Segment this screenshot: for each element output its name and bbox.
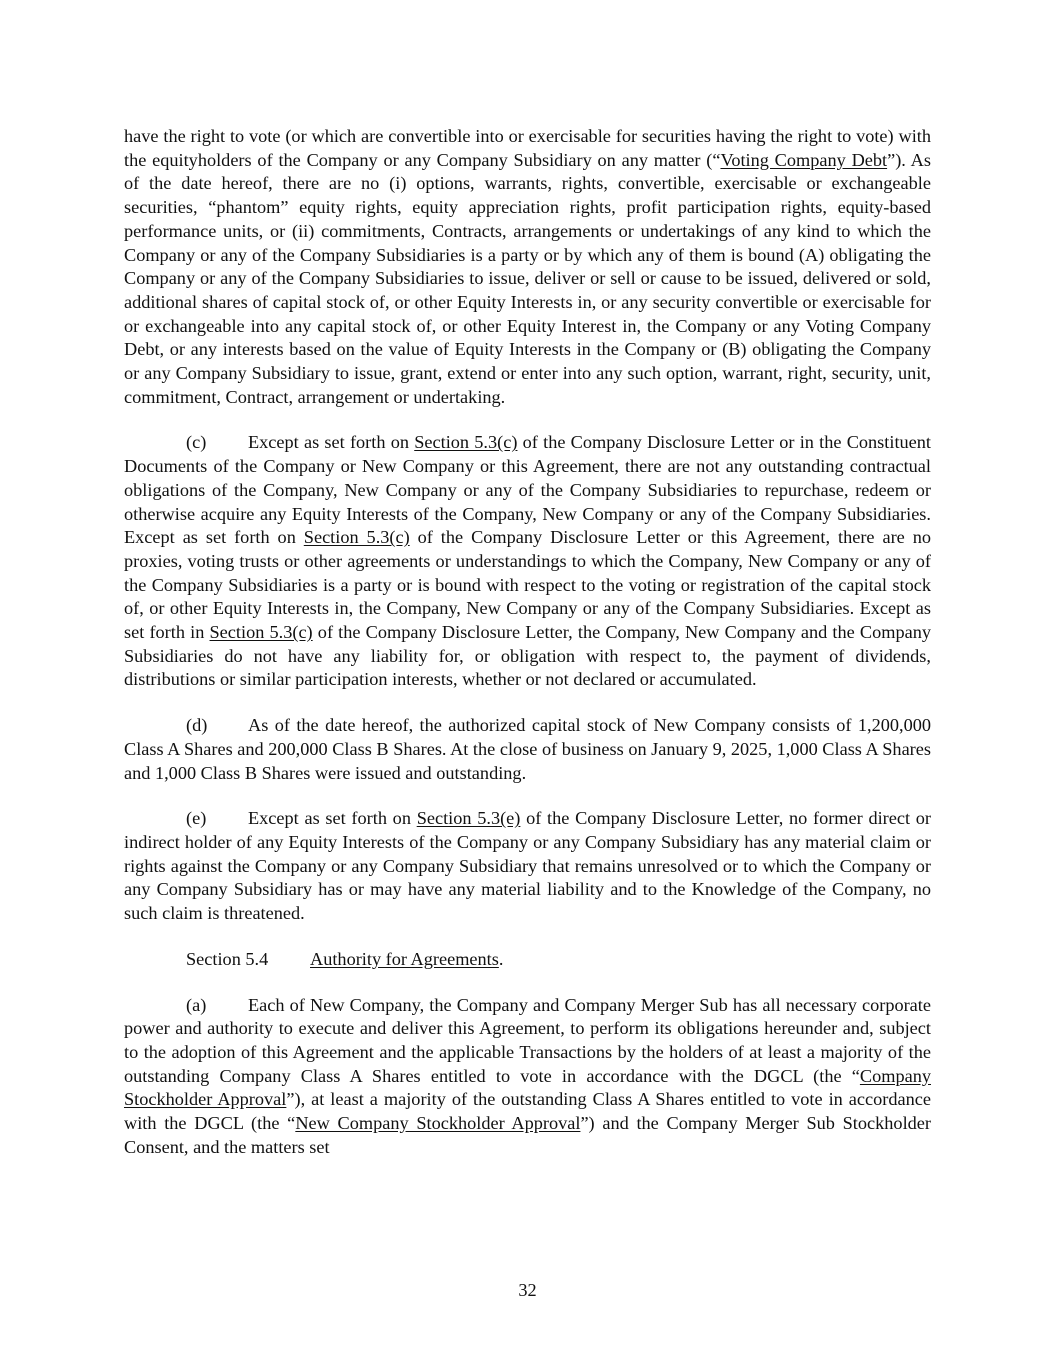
section-title: Authority for Agreements	[310, 948, 499, 969]
section-reference: Section 5.3(e)	[416, 808, 521, 829]
paragraph-c	[124, 431, 931, 692]
paragraph-e	[124, 807, 931, 926]
section-reference: Section 5.3(c)	[209, 622, 313, 643]
section-heading	[124, 948, 931, 972]
paragraph-d	[124, 714, 931, 785]
defined-term-new-company-stockholder-approval: New Company Stockholder Approval	[295, 1113, 581, 1134]
text-run: of the Company Disclosure Letter, no former direct or indirect holder of any Equity Interests of the Company or any Company Subsidiary has any material claim or rights against the Company or any Company Subsidiary that remains unresolved or to which the Company or any Company Subsidiary has or may have any material liability and to the Knowledge of the Company, no such claim is threatened.	[124, 808, 931, 924]
paragraph-a	[124, 994, 931, 1160]
text-run: Except as set forth on	[248, 808, 417, 829]
clause-label-a: (a)	[186, 994, 207, 1015]
text-run: of the Company Disclosure Letter or in the Constituent Documents of the Company or New Company or this Agreement, there are not any outstanding contractual obligations of the Company, New Company or any of the Company Subsidiaries to repurchase, redeem or otherwise acquire any Equity Interests of the Company, New Company or any of the Company Subsidiaries. Except as set forth on	[124, 432, 932, 548]
paragraph-continued	[124, 125, 931, 409]
text-run: Each of New Company, the Company and Company Merger Sub has all necessary corporate power and authority to execute and deliver this Agreement, to perform its obligations hereunder and, subject to the adoption of this Agreement and the applicable Transactions by the holders of at least a majority of the outstanding Company Class A Shares entitled to vote in accordance with the DGCL (the “	[124, 994, 931, 1086]
clause-label-e: (e)	[186, 808, 207, 829]
text-run: ”), at least a majority of the outstanding Class A Shares entitled to vote in accordance with the DGCL (the “	[124, 1089, 932, 1134]
section-title-period: .	[498, 948, 504, 969]
clause-label-c: (c)	[186, 432, 207, 453]
section-reference: Section 5.3(c)	[303, 527, 410, 548]
text-run: have the right to vote (or which are convertible into or exercisable for securities having the right to vote) with the equityholders of the Company or any Company Subsidiary on any matter (“	[124, 126, 931, 170]
defined-term-company-stockholder-approval: Company Stockholder Approval	[124, 1065, 931, 1110]
clause-label-d: (d)	[186, 715, 208, 736]
section-number: Section 5.4	[186, 948, 269, 969]
page-number: 32	[518, 1280, 537, 1300]
text-run: ”) and the Company Merger Sub Stockholder Consent, and the matters set	[124, 1113, 931, 1157]
section-reference: Section 5.3(c)	[414, 432, 518, 453]
text-run: of the Company Disclosure Letter, the Company, New Company and the Company Subsidiaries do not have any liability for, or obligation with respect to, the payment of dividends, distributions or similar participation interests, whether or not declared or accumulated.	[124, 622, 931, 690]
defined-term-voting-company-debt: Voting Company Debt	[720, 149, 888, 170]
document-page	[124, 125, 931, 1181]
text-run: ”). As of the date hereof, there are no (i) options, warrants, rights, convertible, exercisable or exchangeable securities, “phantom” equity rights, equity appreciation rights, profit participation rights, equity-based performance units, or (ii) commitments, Contracts, arrangements or undertakings of any kind to which the Company or any of the Company Subsidiaries is a party or by which any of them is bound (A) obligating the Company or any of the Company Subsidiaries to issue, deliver or sell or cause to be issued, delivered or sold, additional shares of capital stock of, or other Equity Interests in, or any security convertible or exercisable for or exchangeable into any capital stock of, or other Equity Interest in, the Company or any Voting Company Debt, or any interests based on the value of Equity Interests in the Company or (B) obligating the Company or any Company Subsidiary to issue, grant, extend or enter into any such option, warrant, right, security, unit, commitment, Contract, arrangement or undertaking.	[124, 149, 931, 407]
text-run: Except as set forth on	[248, 432, 415, 453]
text-run: of the Company Disclosure Letter or this Agreement, there are no proxies, voting trusts or other agreements or understandings to which the Company, New Company or any of the Company Subsidiaries is a party or is bound with respect to the voting or registration of the capital stock of, or other Equity Interests in, the Company, New Company or any of the Company Subsidiaries. Except as set forth in	[124, 527, 931, 643]
text-run: As of the date hereof, the authorized capital stock of New Company consists of 1,200,000 Class A Shares and 200,000 Class B Shares. At the close of business on January 9, 2025, 1,000 Class A Shares and 1,000 Class B Shares were issued and outstanding.	[124, 715, 931, 783]
